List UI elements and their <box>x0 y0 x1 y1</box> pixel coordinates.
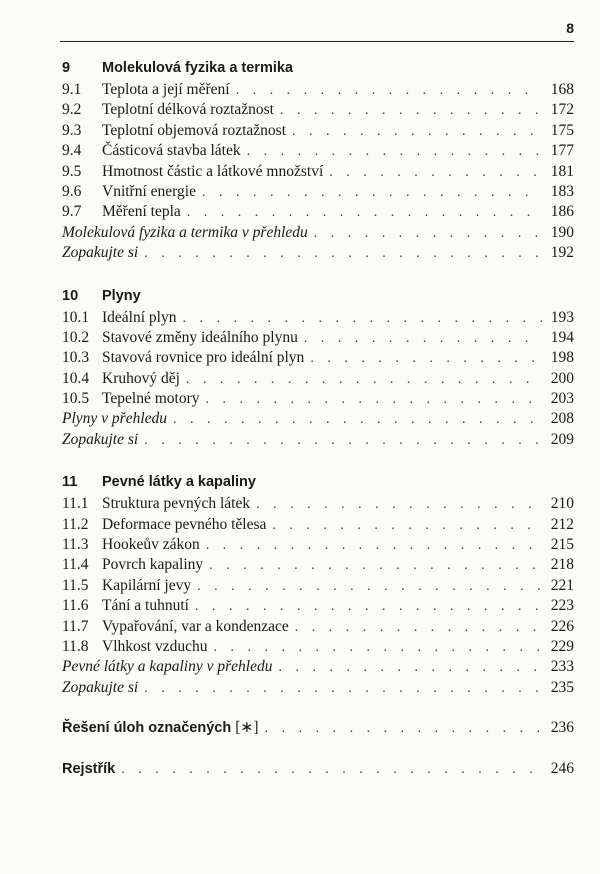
toc-summary <box>62 409 574 429</box>
toc-entry <box>62 328 574 348</box>
section-title: Stavová rovnice pro ideální plyn <box>102 349 305 367</box>
dot-leader <box>144 244 542 264</box>
toc-review <box>62 430 574 450</box>
page-ref: 198 <box>550 349 574 367</box>
chapter-title: Plyny <box>102 287 141 304</box>
page-ref: 235 <box>550 678 574 696</box>
toc-review <box>62 243 574 263</box>
chapter-11 <box>62 470 574 698</box>
chapter-number: 9 <box>62 60 71 76</box>
toc-entry <box>62 100 574 120</box>
dot-leader <box>247 142 542 162</box>
toc-summary <box>62 657 574 677</box>
dot-leader <box>236 81 542 101</box>
section-number: 9.4 <box>62 142 82 160</box>
toc-entry <box>62 515 574 535</box>
section-number: 11.8 <box>62 637 89 655</box>
toc-entry <box>62 596 574 616</box>
toc-entry <box>62 308 574 328</box>
section-number: 11.6 <box>62 597 89 615</box>
dot-leader <box>202 183 542 203</box>
page-ref: 186 <box>550 203 574 221</box>
page-ref: 181 <box>550 162 574 180</box>
toc-entry <box>62 182 574 202</box>
toc-entry <box>62 162 574 182</box>
section-title: Ideální plyn <box>102 308 177 326</box>
page-ref: 212 <box>550 515 574 533</box>
dot-leader <box>280 101 542 121</box>
chapter-heading <box>62 56 574 80</box>
dot-leader <box>256 495 542 515</box>
page-ref: 210 <box>550 495 574 513</box>
page-ref: 175 <box>550 121 574 139</box>
dot-leader <box>144 431 542 451</box>
toc-entry <box>62 121 574 141</box>
dot-leader <box>265 719 542 739</box>
section-number: 11.1 <box>62 495 89 513</box>
dot-leader <box>121 760 542 780</box>
solutions-title: Řešení úloh označených <box>62 720 232 737</box>
dot-leader <box>209 556 542 576</box>
review-title: Zopakujte si <box>62 678 139 696</box>
section-title: Vnitřní energie <box>102 182 196 200</box>
section-title: Tání a tuhnutí <box>102 597 189 615</box>
section-number: 9.2 <box>62 101 82 119</box>
header-rule <box>60 41 574 42</box>
page-ref: 233 <box>550 658 574 676</box>
section-number: 11.5 <box>62 576 89 594</box>
section-number: 11.7 <box>62 617 89 635</box>
section-title: Tepelné motory <box>102 390 200 408</box>
page-number: 8 <box>566 20 574 36</box>
table-of-contents <box>62 56 574 799</box>
dot-leader <box>187 203 542 223</box>
dot-leader <box>206 536 542 556</box>
section-number: 11.2 <box>62 515 89 533</box>
section-number: 9.1 <box>62 81 82 98</box>
section-number: 11.4 <box>62 556 89 574</box>
toc-entry <box>62 555 574 575</box>
toc-summary <box>62 223 574 243</box>
toc-solutions <box>62 718 574 738</box>
dot-leader <box>310 349 542 369</box>
page-ref: 208 <box>550 410 574 428</box>
solutions-mark: [∗] <box>235 719 259 737</box>
toc-entry <box>62 389 574 409</box>
page-ref: 190 <box>550 223 574 241</box>
section-title: Měření tepla <box>102 203 181 221</box>
chapter-heading <box>62 284 574 308</box>
section-number: 10.4 <box>62 369 90 387</box>
toc-entry <box>62 141 574 161</box>
toc-index <box>62 759 574 779</box>
summary-title: Pevné látky a kapaliny v přehledu <box>62 658 273 676</box>
page-ref: 209 <box>550 430 574 448</box>
section-title: Deformace pevného tělesa <box>102 515 267 533</box>
page-ref: 203 <box>550 390 574 408</box>
page-ref: 223 <box>550 597 574 615</box>
section-number: 9.6 <box>62 182 82 200</box>
summary-title: Molekulová fyzika a termika v přehledu <box>62 223 308 241</box>
toc-review <box>62 678 574 698</box>
section-title: Částicová stavba látek <box>102 142 241 160</box>
dot-leader <box>197 577 542 597</box>
dot-leader <box>292 122 542 142</box>
toc-entry <box>62 576 574 596</box>
toc-entry <box>62 617 574 637</box>
section-title: Kruhový děj <box>102 369 180 387</box>
chapter-title: Pevné látky a kapaliny <box>102 474 256 491</box>
section-number: 10.5 <box>62 390 90 408</box>
dot-leader <box>278 658 542 678</box>
review-title: Zopakujte si <box>62 244 139 262</box>
section-title: Kapilární jevy <box>102 576 192 594</box>
dot-leader <box>272 516 542 536</box>
section-title: Teplotní objemová roztažnost <box>102 121 287 139</box>
dot-leader <box>195 597 542 617</box>
page-ref: 218 <box>550 556 574 574</box>
page-ref: 172 <box>550 101 574 119</box>
section-title: Povrch kapaliny <box>102 556 204 574</box>
page-ref: 168 <box>550 81 574 98</box>
section-number: 10.1 <box>62 308 90 326</box>
section-title: Stavové změny ideálního plynu <box>102 328 298 346</box>
dot-leader <box>205 390 542 410</box>
section-number: 10.3 <box>62 349 90 367</box>
dot-leader <box>182 309 542 329</box>
section-title: Vypařování, var a kondenzace <box>102 617 289 635</box>
chapter-number: 11 <box>62 474 78 491</box>
dot-leader <box>304 329 542 349</box>
dot-leader <box>213 638 542 658</box>
page-ref: 215 <box>550 536 574 554</box>
section-number: 10.2 <box>62 328 90 346</box>
section-title: Vlhkost vzduchu <box>102 637 208 655</box>
section-number: 11.3 <box>62 536 89 554</box>
section-title: Struktura pevných látek <box>102 495 251 513</box>
chapter-heading <box>62 470 574 494</box>
section-title: Teplota a její měření <box>102 81 230 98</box>
review-title: Zopakujte si <box>62 430 139 448</box>
toc-entry <box>62 80 574 100</box>
toc-entry <box>62 369 574 389</box>
page-ref: 236 <box>550 719 574 737</box>
page-ref: 183 <box>550 182 574 200</box>
section-number: 9.5 <box>62 162 82 180</box>
toc-entry <box>62 202 574 222</box>
section-number: 9.3 <box>62 121 82 139</box>
chapter-title: Molekulová fyzika a termika <box>102 60 293 76</box>
toc-entry <box>62 535 574 555</box>
page-ref: 246 <box>550 759 574 777</box>
toc-entry <box>62 637 574 657</box>
chapter-10 <box>62 284 574 451</box>
summary-title: Plyny v přehledu <box>62 410 168 428</box>
dot-leader <box>144 679 542 699</box>
section-title: Teplotní délková roztažnost <box>102 101 274 119</box>
page-ref: 192 <box>550 244 574 262</box>
dot-leader <box>314 224 542 244</box>
toc-entry <box>62 348 574 368</box>
page-ref: 221 <box>550 576 574 594</box>
page-ref: 193 <box>550 308 574 326</box>
section-title: Hookeův zákon <box>102 536 200 554</box>
page-ref: 226 <box>550 617 574 635</box>
page-ref: 194 <box>550 328 574 346</box>
section-number: 9.7 <box>62 203 82 221</box>
page-ref: 200 <box>550 369 574 387</box>
dot-leader <box>295 618 542 638</box>
chapter-number: 10 <box>62 287 79 304</box>
page-ref: 177 <box>550 142 574 160</box>
index-title: Rejstřík <box>62 760 116 777</box>
section-title: Hmotnost částic a látkové množství <box>102 162 324 180</box>
dot-leader <box>186 370 542 390</box>
chapter-9 <box>62 56 574 264</box>
toc-entry <box>62 494 574 514</box>
dot-leader <box>173 410 542 430</box>
dot-leader <box>329 163 542 183</box>
solutions-title-wrap <box>62 718 259 738</box>
page-ref: 229 <box>550 637 574 655</box>
